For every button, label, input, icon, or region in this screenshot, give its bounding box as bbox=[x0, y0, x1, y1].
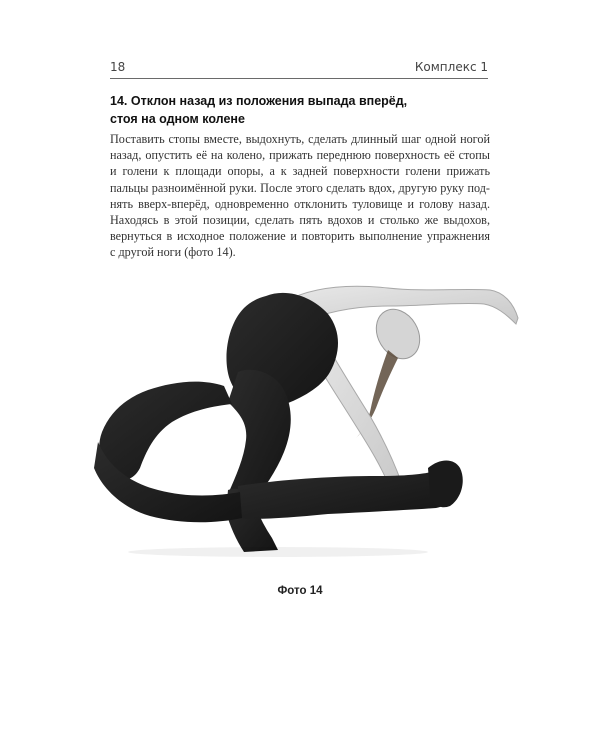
description-line: и голени к площади опоры, а к задней поверхности голени прижать bbox=[110, 164, 490, 179]
photo-caption: Фото 14 bbox=[277, 585, 323, 597]
description-line: Поставить стопы вместе, выдохнуть, сделать длинный шаг одной ногой bbox=[110, 132, 490, 146]
exercise-heading-line: 14. Отклон назад из положения выпада вперёд, bbox=[110, 94, 408, 108]
exercise-heading bbox=[110, 92, 490, 128]
description-line: нять вверх-вперёд, одновременно отклонить туловище и голову назад. bbox=[110, 196, 490, 211]
gymnast-figure bbox=[94, 286, 518, 557]
exercise-description bbox=[110, 131, 490, 261]
description-line: пальцы разноимённой руки. После этого сделать вдох, другую руку под- bbox=[110, 180, 490, 195]
running-title: Комплекс 1 bbox=[414, 60, 488, 74]
page-header bbox=[110, 56, 488, 79]
description-line: Находясь в этой позиции, сделать пять вдохов и столько же выдохов, bbox=[110, 213, 490, 228]
exercise-heading-line: стоя на одном колене bbox=[110, 112, 245, 126]
page-number: 18 bbox=[110, 60, 126, 74]
description-line: с другой ноги (фото 14). bbox=[110, 245, 236, 260]
description-line: назад, опустить её на колено, прижать переднюю поверхность её стопы bbox=[110, 148, 490, 163]
description-line: вернуться в исходное положение и повторить выполнение упражнения bbox=[110, 229, 490, 244]
exercise-photo bbox=[88, 262, 528, 562]
